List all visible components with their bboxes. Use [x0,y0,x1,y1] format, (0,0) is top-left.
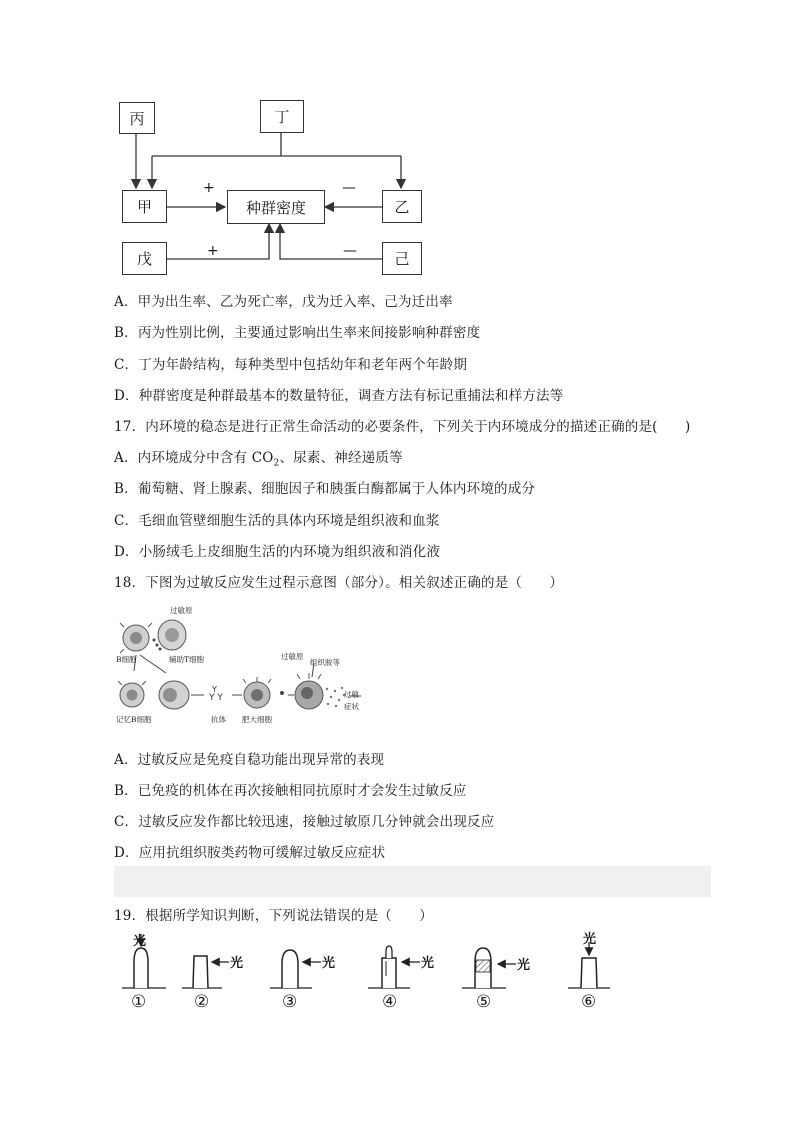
light-label-2: 光 [230,956,244,971]
q18-stem: 18．下图为过敏反应发生过程示意图（部分）。相关叙述正确的是（ ） [114,575,564,591]
light-label-3: 光 [322,956,336,971]
label-allergen-2: 过敏原 [281,652,304,661]
seedling-number-6: ⑥ [581,992,597,1012]
light-label-5: 光 [517,958,531,973]
q19-stem: 19．根据所学知识判断，下列说法错误的是（ ） [114,908,433,924]
q18-option-d: D．应用抗组织胺类药物可缓解过敏反应症状 [114,845,386,861]
label-allergen-1: 过敏原 [170,606,193,615]
light-label-4: 光 [421,956,435,971]
q16-option-d: D．种群密度是种群最基本的数量特征，调查方法有标记重捕法和样方法等 [114,388,564,404]
arrow-ji-to-density [280,224,382,259]
sign-minus-ji: — [343,243,357,259]
q17-option-d: D．小肠绒毛上皮细胞生活的内环境为组织液和消化液 [114,544,441,560]
q17-option-b: B．葡萄糖、肾上腺素、细胞因子和胰蛋白酶都属于人体内环境的成分 [114,481,536,497]
box-bing: 丙 [119,102,155,134]
seedling-number-1: ① [131,992,147,1012]
q17-option-a [114,446,403,469]
q16-option-a: A．甲为出生率、乙为死亡率，戊为迁入率、己为迁出率 [114,294,453,310]
label-mast-cell: 肥大细胞 [242,715,272,724]
q17-option-c: C．毛细血管壁细胞生活的具体内环境是组织液和血浆 [114,513,440,529]
q16-option-b: B．丙为性别比例，主要通过影响出生率来间接影响种群密度 [114,325,481,341]
q18-option-c: C．过敏反应发作都比较迅速，接触过敏原几分钟就会出现反应 [114,814,495,830]
allergy-process-figure [114,605,384,730]
q17-a-pre: A．内环境成分中含有 CO [114,450,274,466]
seedling-number-5: ⑤ [476,992,492,1012]
seedling-art [114,928,614,1018]
label-antibody: 抗体 [211,715,226,724]
separator-band [114,866,711,897]
box-jia: 甲 [122,190,167,223]
q16-option-c: C．丁为年龄结构，每种类型中包括幼年和老年两个年龄期 [114,357,468,373]
sign-plus-wu: + [207,243,219,259]
q17-a-sub: 2 [273,458,280,469]
q18-option-b: B．已免疫的机体在再次接触相同抗原时才会发生过敏反应 [114,783,467,799]
box-wu: 戊 [122,242,167,275]
population-density-diagram [114,100,434,280]
svg-text:Y: Y [212,685,217,694]
label-histamine: 组织胺等 [310,658,340,667]
box-ding: 丁 [260,100,304,133]
q18-option-a: A．过敏反应是免疫自稳功能出现异常的表现 [114,752,385,768]
label-symptom-2: 症状 [344,702,359,711]
phototropism-figure [114,928,614,1018]
seedling-number-3: ③ [282,992,298,1012]
label-b-cell: B细胞 [116,655,137,664]
q17-a-post: 、尿素、神经递质等 [279,450,403,466]
q17-stem: 17．内环境的稳态是进行正常生命活动的必要条件，下列关于内环境成分的描述正确的是( ) [114,419,691,435]
seedling-number-2: ② [194,992,210,1012]
sign-plus-jia: + [203,180,215,196]
seedling-number-4: ④ [382,992,398,1012]
label-symptom-1: 过敏 [344,690,359,699]
light-label-6: 光 [583,932,597,947]
label-memory-b: 记忆B细胞 [116,715,152,724]
sign-minus-yi: — [342,180,356,196]
box-density: 种群密度 [227,190,325,224]
label-helper-t: 辅助T细胞 [169,655,205,664]
box-yi: 乙 [382,190,422,223]
svg-text:Y Y: Y Y [209,693,223,703]
light-label-1: 光 [133,934,147,949]
box-ji: 己 [382,242,422,275]
